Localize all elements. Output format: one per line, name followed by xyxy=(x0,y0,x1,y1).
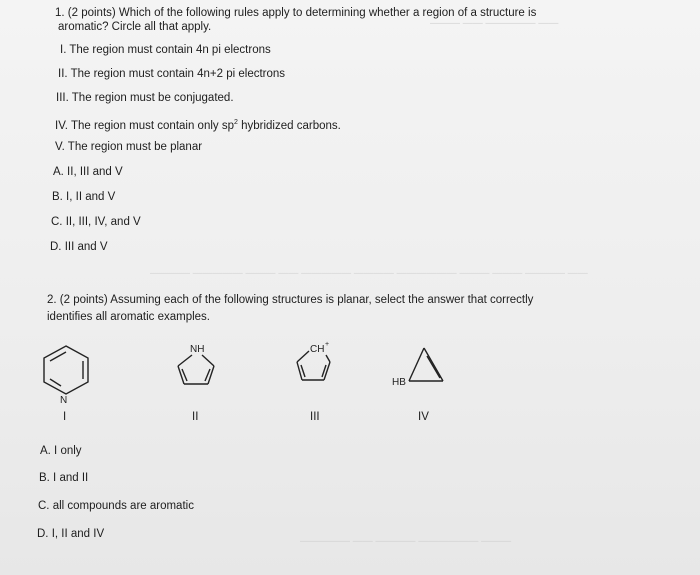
rule-i: I. The region must contain 4n pi electrons xyxy=(60,44,271,56)
question-1-text-line2: aromatic? Circle all that apply. xyxy=(58,21,212,33)
q1-option-b[interactable]: B. I, II and V xyxy=(52,191,116,203)
question-2-text-line1: 2. (2 points) Assuming each of the following structures is planar, select the answer that correctly xyxy=(47,294,534,306)
q1-option-d[interactable]: D. III and V xyxy=(50,241,108,253)
structure-i-pyridine xyxy=(40,342,98,404)
structure-iv-borirene xyxy=(390,342,450,388)
structure-ii-numeral: II xyxy=(192,411,199,423)
structure-i-atom-label: N xyxy=(60,395,68,406)
structure-iii-numeral: III xyxy=(310,411,320,423)
structure-iii-atom-label: CH xyxy=(310,344,325,355)
question-1-text-line1: 1. (2 points) Which of the following rules apply to determining whether a region of a structure is xyxy=(55,7,537,19)
structure-iv-atom-label: HB xyxy=(392,377,406,388)
structure-iii-cyclopentadienyl-cation xyxy=(292,336,350,392)
rule-iii: III. The region must be conjugated. xyxy=(56,92,234,104)
rule-iv-tail: hybridized carbons. xyxy=(237,119,341,132)
rule-iv-superscript: 2 xyxy=(234,119,238,126)
structure-ii-atom-label: NH xyxy=(190,344,205,355)
structure-iv-numeral: IV xyxy=(418,411,429,423)
structure-iii-charge: + xyxy=(325,341,330,348)
rule-ii: II. The region must contain 4n+2 pi electrons xyxy=(58,68,286,80)
bleed-through-text: ————— —— ———— —————— ——— xyxy=(300,536,512,547)
bleed-through-text: ———— ————— ——— —— ————— ———— —————— ——— ——— ———— —— xyxy=(150,268,588,279)
structure-ii-pyrrole xyxy=(172,340,222,392)
bleed-through-text: ——— —— ————— —— xyxy=(430,18,559,29)
q1-option-a[interactable]: A. II, III and V xyxy=(53,166,123,178)
rule-v: V. The region must be planar xyxy=(55,141,203,153)
q2-option-b[interactable]: B. I and II xyxy=(39,472,89,484)
q2-option-a[interactable]: A. I only xyxy=(40,445,82,457)
rule-iv xyxy=(55,116,341,133)
q2-option-c[interactable]: C. all compounds are aromatic xyxy=(38,500,194,512)
q2-option-d[interactable]: D. I, II and IV xyxy=(37,528,105,540)
structure-i-numeral: I xyxy=(63,411,67,423)
q1-option-c[interactable]: C. II, III, IV, and V xyxy=(51,216,141,228)
rule-iv-text: IV. The region must contain only sp xyxy=(55,119,234,132)
question-2-text-line2: identifies all aromatic examples. xyxy=(47,311,210,323)
